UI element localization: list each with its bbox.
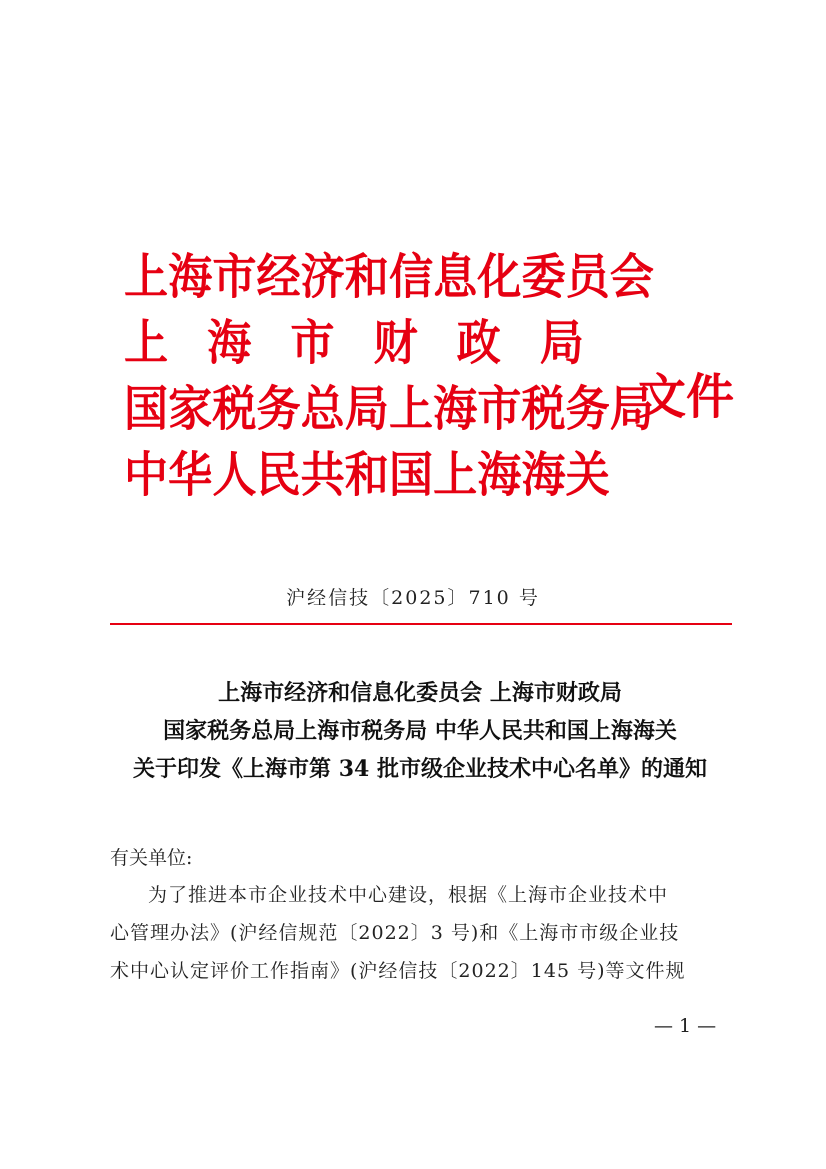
issuer-text: 国家税务总局上海市税务局 bbox=[124, 381, 654, 437]
issuer-line-2 bbox=[124, 310, 584, 376]
issuer-char: 市 bbox=[290, 315, 335, 371]
issuer-text: 上海市经济和信息化委员会 bbox=[124, 249, 654, 305]
document-number: 沪经信技〔2025〕710 号 bbox=[286, 587, 540, 609]
issuer-char: 上 bbox=[124, 315, 169, 371]
issuer-char: 政 bbox=[456, 315, 501, 371]
page-number: — 1 — bbox=[654, 1015, 717, 1037]
body-line-2: 心管理办法》(沪经信规范〔2022〕3 号)和《上海市市级企业技 bbox=[110, 922, 680, 944]
issuer-char: 局 bbox=[539, 315, 584, 371]
issuer-line-1 bbox=[124, 244, 654, 310]
body-line-1: 为了推进本市企业技术中心建设，根据《上海市企业技术中 bbox=[148, 884, 669, 906]
title-line-1: 上海市经济和信息化委员会 上海市财政局 bbox=[218, 680, 622, 706]
issuer-char: 财 bbox=[373, 315, 418, 371]
title-line-2: 国家税务总局上海市税务局 中华人民共和国上海海关 bbox=[163, 718, 677, 744]
title-line-3: 关于印发《上海市第 34 批市级企业技术中心名单》的通知 bbox=[133, 756, 707, 782]
issuer-char: 海 bbox=[207, 315, 252, 371]
document-label: 文件 bbox=[638, 369, 735, 425]
issuer-line-3 bbox=[124, 376, 654, 442]
issuing-authorities bbox=[124, 244, 654, 508]
issuer-text: 中华人民共和国上海海关 bbox=[124, 447, 610, 503]
body-line-3: 术中心认定评价工作指南》(沪经信技〔2022〕145 号)等文件规 bbox=[110, 960, 686, 982]
red-divider bbox=[110, 623, 732, 625]
document-title bbox=[80, 674, 760, 788]
issuer-line-4 bbox=[124, 442, 610, 508]
body-paragraph bbox=[110, 876, 732, 990]
salutation: 有关单位: bbox=[110, 847, 193, 869]
